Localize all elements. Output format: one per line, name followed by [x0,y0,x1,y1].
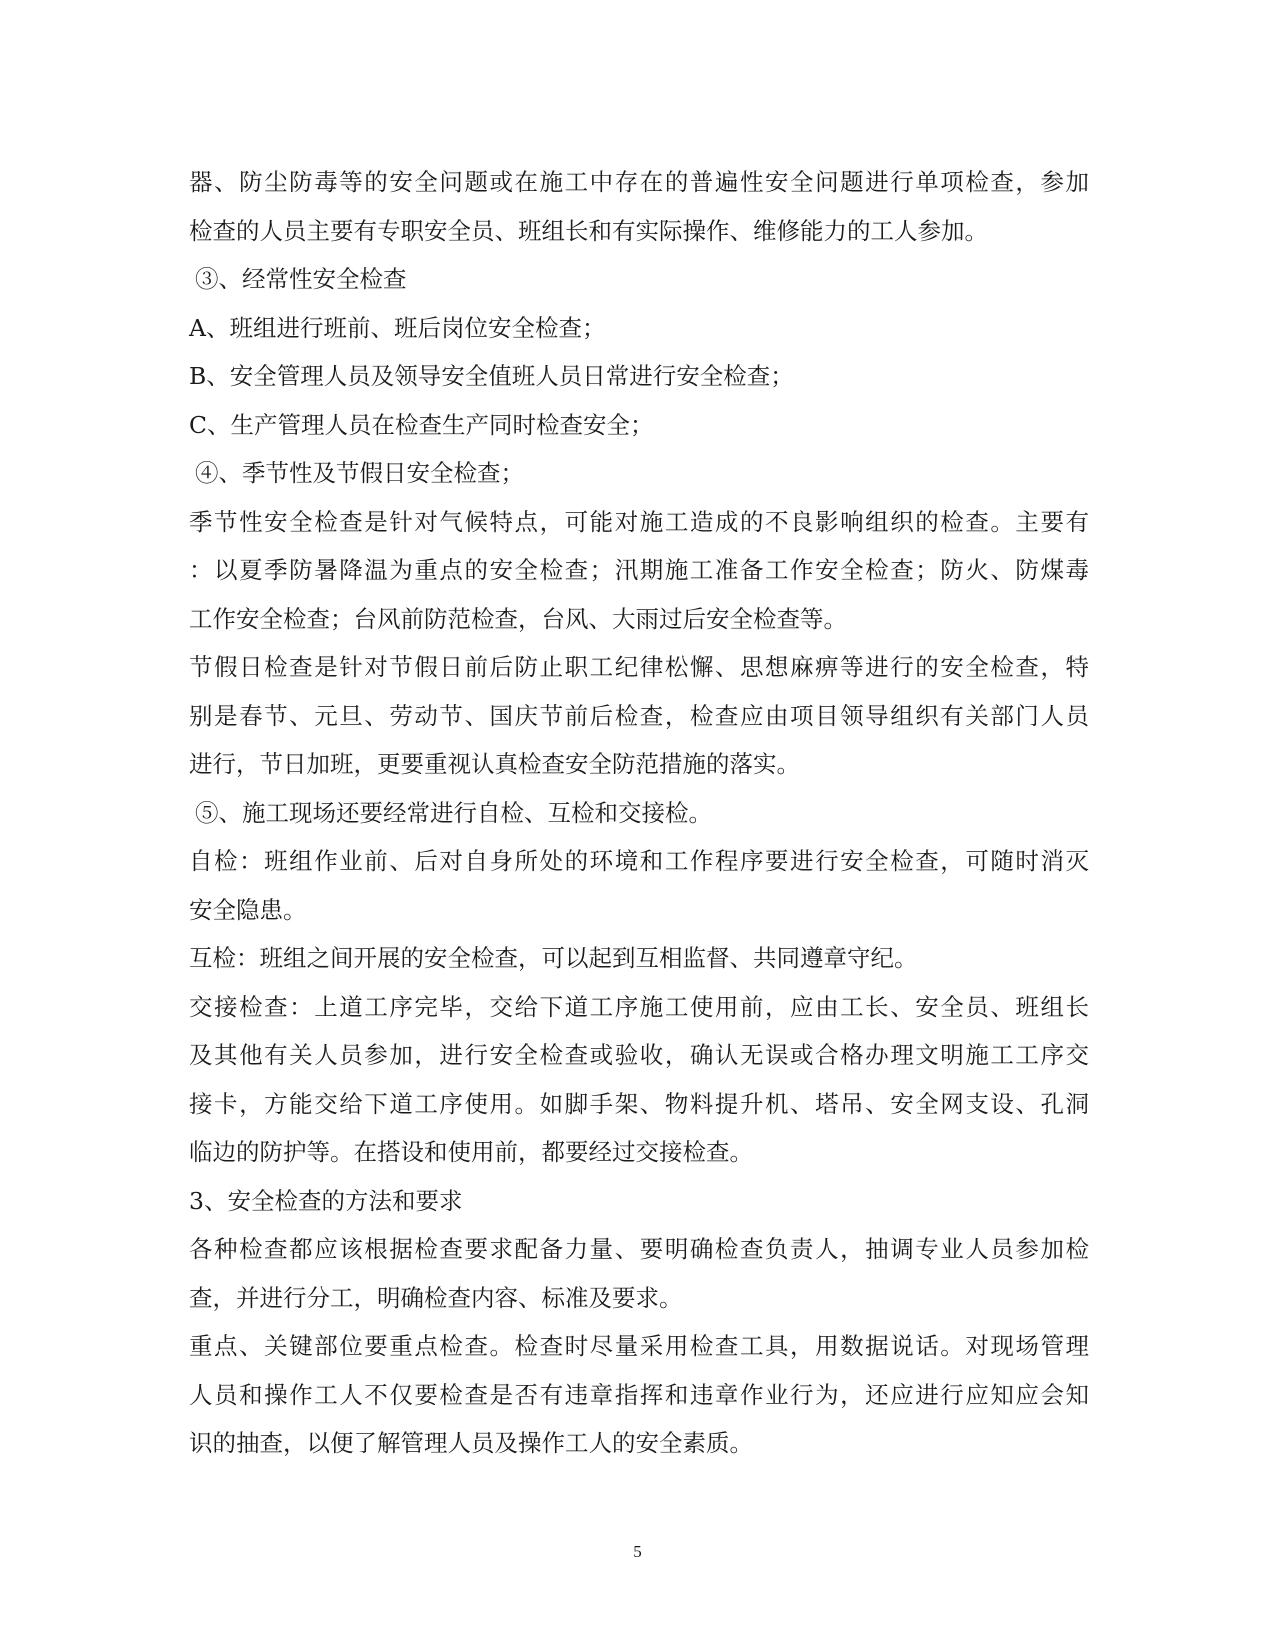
list-item-heading: ⑤、施工现场还要经常进行自检、互检和交接检。 [195,798,712,827]
text-line: 临边的防护等。在搭设和使用前，都要经过交接检查。 [189,1138,753,1166]
text-line: 器、防尘防毒等的安全问题或在施工中存在的普遍性安全问题进行单项检查，参加 [189,168,1089,196]
text-line: 节假日检查是针对节假日前后防止职工纪律松懈、思想麻痹等进行的安全检查，特 [189,653,1089,681]
text-line: 工作安全检查；台风前防范检查，台风、大雨过后安全检查等。 [189,604,847,633]
text-line: 交接检查：上道工序完毕，交给下道工序施工使用前，应由工长、安全员、班组长 [189,992,1089,1021]
list-item-heading: ④、季节性及节假日安全检查； [195,459,524,487]
text-line: ：以夏季防暑降温为重点的安全检查；汛期施工准备工作安全检查；防火、防煤毒 [189,556,1089,584]
text-line: 互检：班组之间开展的安全检查，可以起到互相监督、共同遵章守纪。 [189,944,918,972]
text-line: 及其他有关人员参加，进行安全检查或验收，确认无误或合格办理文明施工工序交 [189,1041,1089,1069]
list-item: C、生产管理人员在检查生产同时检查安全； [189,410,654,439]
text-line: 重点、关键部位要重点检查。检查时尽量采用检查工具，用数据说话。对现场管理 [189,1332,1089,1360]
page-number: 5 [633,1542,642,1561]
text-line: 别是春节、元旦、劳动节、国庆节前后检查，检查应由项目领导组织有关部门人员 [189,701,1089,730]
text-line: 接卡，方能交给下道工序使用。如脚手架、物料提升机、塔吊、安全网支设、孔洞 [189,1089,1089,1118]
text-line: 季节性安全检查是针对气候特点，可能对施工造成的不良影响组织的检查。主要有 [189,507,1089,536]
text-line: 各种检查都应该根据检查要求配备力量、要明确检查负责人，抽调专业人员参加检 [189,1235,1089,1263]
list-item-heading: ③、经常性安全检查 [195,265,407,293]
body-text [189,158,1089,1468]
text-line: 人员和操作工人不仅要检查是否有违章指挥和违章作业行为，还应进行应知应会知 [189,1380,1089,1409]
text-line: 识的抽查，以便了解管理人员及操作工人的安全素质。 [189,1429,753,1457]
text-line: 自检：班组作业前、后对自身所处的环境和工作程序要进行安全检查，可随时消灭 [189,847,1089,875]
text-line: 进行，节日加班，更要重视认真检查安全防范措施的落实。 [189,750,800,778]
text-line: 查，并进行分工，明确检查内容、标准及要求。 [189,1283,683,1312]
list-item: B、安全管理人员及领导安全值班人员日常进行安全检查； [189,362,794,390]
list-item: A、班组进行班前、班后岗位安全检查； [189,313,606,342]
text-line: 检查的人员主要有专职安全员、班组长和有实际操作、维修能力的工人参加。 [189,216,988,245]
section-heading: 3、安全检查的方法和要求 [189,1186,463,1215]
text-line: 安全隐患。 [189,895,307,924]
